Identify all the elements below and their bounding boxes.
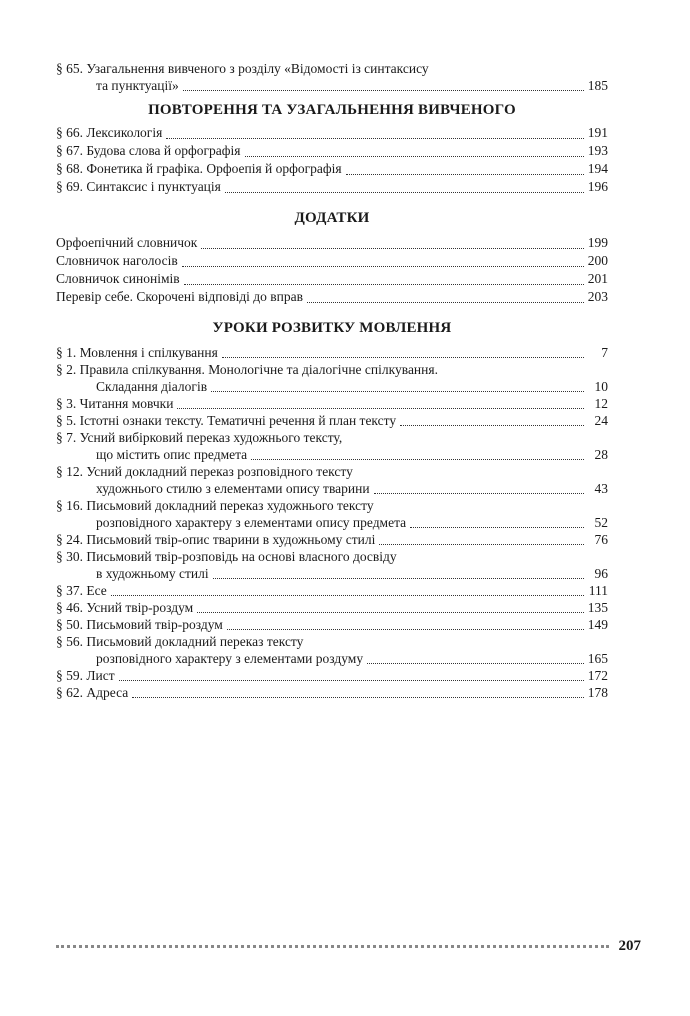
toc-entry — [56, 124, 608, 142]
toc-entry-title: Словничок синонімів — [56, 271, 180, 286]
toc-entry-title: § 66. Лексикологія — [56, 125, 163, 140]
toc-page-number: 185 — [587, 78, 608, 93]
toc-entry-title: § 1. Мовлення і спілкування — [56, 345, 218, 360]
dot-leader — [227, 628, 584, 630]
toc-page-number: 43 — [594, 481, 608, 496]
toc-entry-title: § 3. Читання мовчки — [56, 396, 174, 411]
toc-page-number: 178 — [587, 685, 608, 700]
dot-leader — [225, 191, 584, 193]
dot-leader — [166, 137, 583, 139]
toc-entry — [56, 344, 608, 361]
dot-leader — [197, 611, 584, 613]
toc-entry-title: § 50. Письмовий твір-роздум — [56, 617, 223, 632]
toc-entry — [56, 531, 608, 548]
toc-page-number: 149 — [587, 617, 608, 632]
toc-page-number: 52 — [594, 515, 608, 530]
toc-entry — [56, 446, 608, 463]
dot-leader — [183, 89, 584, 91]
dot-leader — [119, 679, 584, 681]
toc-entry — [56, 395, 608, 412]
toc-entry — [56, 565, 608, 582]
toc-section-speech-lessons — [56, 344, 608, 701]
dot-leader — [111, 594, 584, 596]
dot-leader — [379, 543, 584, 545]
toc-entry-title: § 62. Адреса — [56, 685, 129, 700]
toc-block-top — [56, 60, 608, 94]
toc-entry — [56, 178, 608, 196]
toc-entry-title: § 37. Есе — [56, 583, 107, 598]
toc-entry — [56, 599, 608, 616]
toc-entry — [56, 234, 608, 252]
toc-entry-title: Орфоепічний словничок — [56, 235, 198, 250]
toc-entry — [56, 252, 608, 270]
dot-leader — [307, 301, 584, 303]
toc-entry-title: що містить опис предмета — [96, 447, 248, 462]
toc-page-number: 111 — [588, 583, 608, 598]
dot-leader — [367, 662, 584, 664]
toc-entry — [56, 412, 608, 429]
toc-entry — [56, 667, 608, 684]
toc-page-number: 194 — [587, 161, 608, 176]
section-heading-speech-lessons: УРОКИ РОЗВИТКУ МОВЛЕННЯ — [212, 320, 452, 336]
toc-page-number: 7 — [601, 345, 608, 360]
dot-leader — [182, 265, 584, 267]
toc-page-number: 191 — [587, 125, 608, 140]
toc-entry-title: § 46. Усний твір-роздум — [56, 600, 194, 615]
toc-section-review — [56, 124, 608, 196]
toc-entry-text: § 16. Письмовий докладний переказ художнього тексту — [56, 498, 374, 513]
dot-leader — [346, 173, 584, 175]
section-heading-review: ПОВТОРЕННЯ ТА УЗАГАЛЬНЕННЯ ВИВЧЕНОГО — [148, 102, 516, 118]
toc-entry-text: § 12. Усний докладний переказ розповідного тексту — [56, 464, 353, 479]
dot-leader — [410, 526, 584, 528]
footer-dotted-rule — [56, 945, 609, 948]
toc-page-number: 172 — [587, 668, 608, 683]
toc-entry-title: розповідного характеру з елементами опису предмета — [96, 515, 407, 530]
dot-leader — [400, 424, 584, 426]
toc-page-number: 76 — [594, 532, 608, 547]
toc-entry-title: § 24. Письмовий твір-опис тварини в художньому стилі — [56, 532, 376, 547]
toc-entry — [56, 270, 608, 288]
toc-page-number: 165 — [587, 651, 608, 666]
toc-page-number: 196 — [587, 179, 608, 194]
toc-entry-title: Складання діалогів — [96, 379, 208, 394]
toc-entry — [56, 684, 608, 701]
toc-entry-title: § 67. Будова слова й орфографія — [56, 143, 241, 158]
toc-entry-text: § 7. Усний вибірковий переказ художнього тексту, — [56, 430, 343, 445]
toc-entry-text: § 56. Письмовий докладний переказ тексту — [56, 634, 304, 649]
toc-page-number: 28 — [594, 447, 608, 462]
toc-entry-title: та пунктуації» — [96, 78, 179, 93]
toc-page-number: 135 — [587, 600, 608, 615]
toc-page-number: 203 — [587, 289, 608, 304]
toc-section-appendices — [56, 234, 608, 306]
toc-page-number: 96 — [594, 566, 608, 581]
dot-leader — [177, 407, 584, 409]
dot-leader — [211, 390, 584, 392]
toc-entry — [56, 378, 608, 395]
toc-entry-title: в художньому стилі — [96, 566, 209, 581]
toc-page-number: 199 — [587, 235, 608, 250]
toc-entry — [56, 142, 608, 160]
toc-page-number: 10 — [594, 379, 608, 394]
table-of-contents — [56, 60, 608, 701]
toc-entry — [56, 77, 608, 94]
toc-entry — [56, 160, 608, 178]
toc-entry — [56, 480, 608, 497]
dot-leader — [201, 247, 583, 249]
page-footer — [56, 938, 641, 955]
section-heading-appendices: ДОДАТКИ — [294, 210, 370, 226]
toc-entry-title: § 68. Фонетика й графіка. Орфоепія й орфографія — [56, 161, 342, 176]
toc-page-number: 193 — [587, 143, 608, 158]
toc-entry-title: § 59. Лист — [56, 668, 115, 683]
toc-page-number: 12 — [594, 396, 608, 411]
dot-leader — [245, 155, 584, 157]
toc-entry — [56, 582, 608, 599]
toc-page-number: 24 — [594, 413, 608, 428]
toc-entry-title: Перевір себе. Скорочені відповіді до вправ — [56, 289, 304, 304]
toc-entry-text: § 30. Письмовий твір-розповідь на основі власного досвіду — [56, 549, 397, 564]
toc-entry — [56, 650, 608, 667]
dot-leader — [251, 458, 584, 460]
dot-leader — [213, 577, 584, 579]
toc-entry-title: § 5. Істотні ознаки тексту. Тематичні речення й план тексту — [56, 413, 397, 428]
dot-leader — [132, 696, 584, 698]
toc-page-number: 201 — [587, 271, 608, 286]
toc-entry — [56, 288, 608, 306]
dot-leader — [184, 283, 584, 285]
toc-entry — [56, 616, 608, 633]
dot-leader — [374, 492, 584, 494]
toc-entry — [56, 514, 608, 531]
toc-entry-title: розповідного характеру з елементами роздуму — [96, 651, 364, 666]
dot-leader — [222, 356, 584, 358]
toc-entry-text: § 65. Узагальнення вивченого з розділу «Відомості із синтаксису — [56, 61, 429, 76]
toc-entry-title: Словничок наголосів — [56, 253, 178, 268]
page-number: 207 — [618, 938, 641, 954]
toc-entry-title: художнього стилю з елементами опису тварини — [96, 481, 370, 496]
toc-page-number: 200 — [587, 253, 608, 268]
toc-entry-text: § 2. Правила спілкування. Монологічне та діалогічне спілкування. — [56, 362, 438, 377]
toc-entry-title: § 69. Синтаксис і пунктуація — [56, 179, 221, 194]
